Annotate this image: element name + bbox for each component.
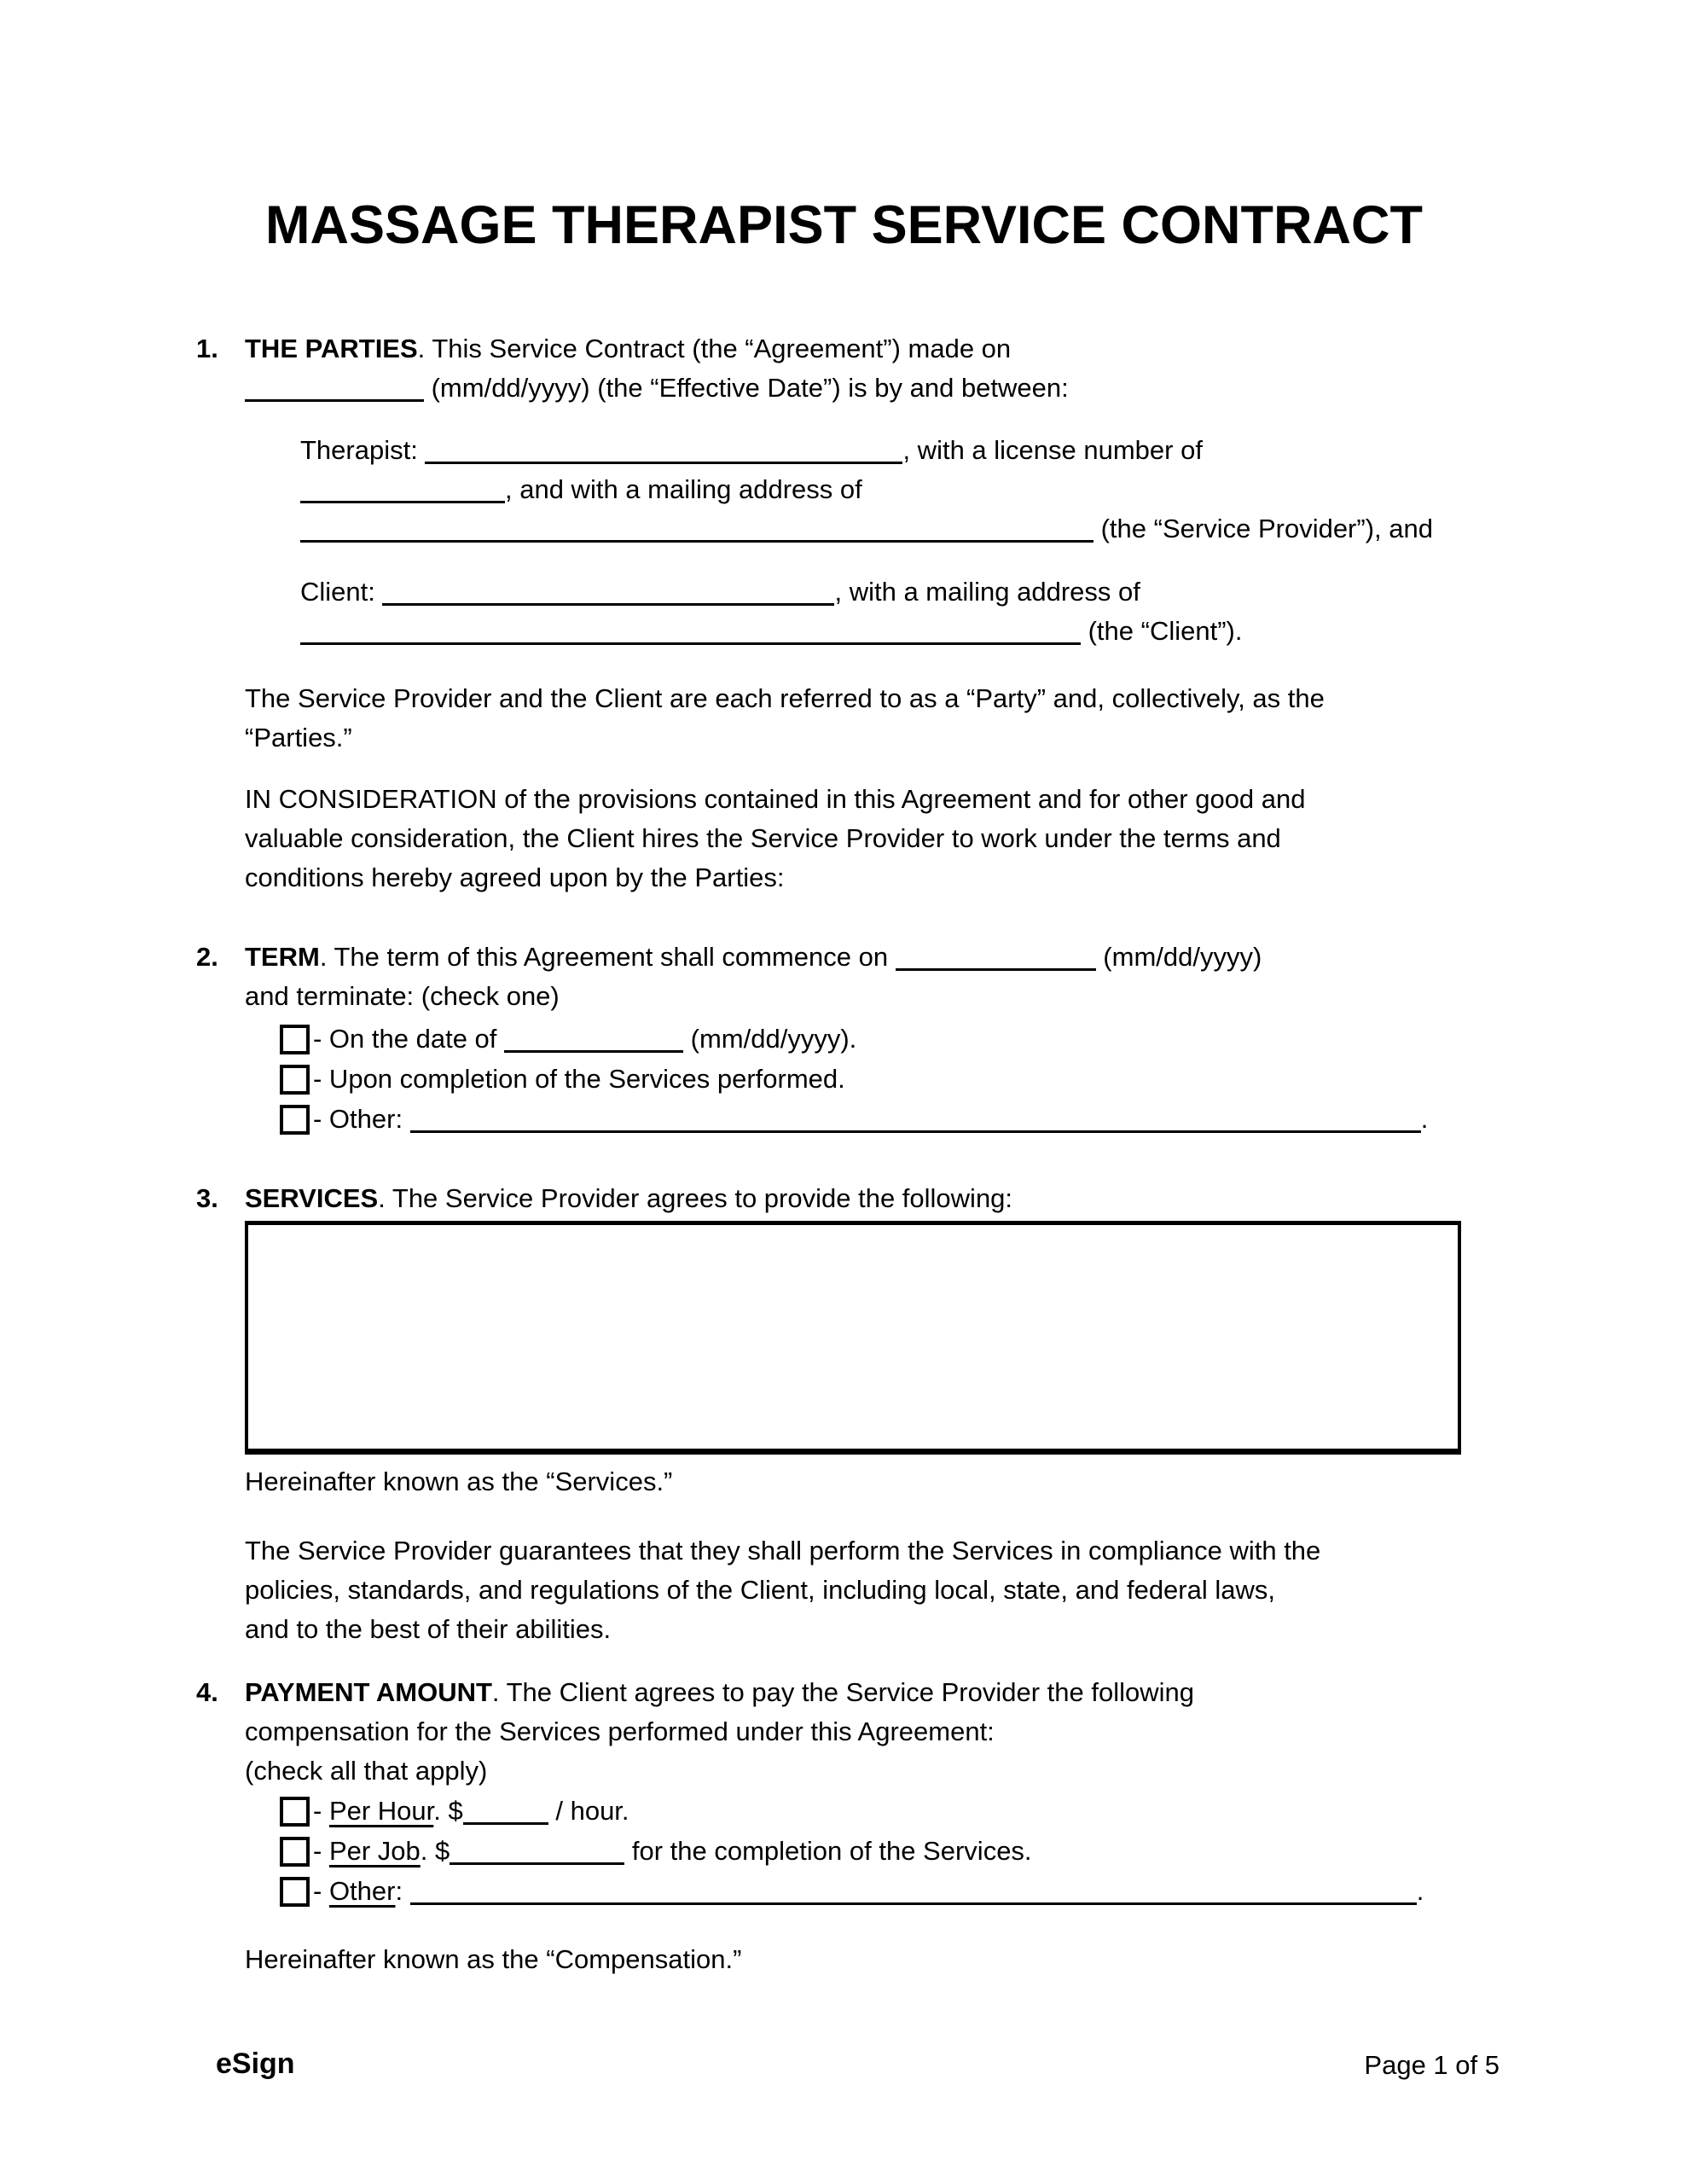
payment-line3: (check all that apply)	[245, 1756, 488, 1786]
effective-date-field[interactable]	[245, 374, 424, 402]
parties-intro-line2: (mm/dd/yyyy) (the “Effective Date”) is by and between:	[245, 369, 1461, 408]
commence-date-field[interactable]	[896, 943, 1096, 971]
parties-party-paragraph: The Service Provider and the Client are each referred to as a “Party” and, collectively, as the “Parties.”	[245, 683, 1325, 752]
pay-per-job-checkbox[interactable]	[280, 1837, 310, 1867]
therapist-label: Therapist:	[300, 435, 426, 465]
payment-other-field[interactable]	[410, 1877, 1417, 1905]
therapist-block: Therapist: , with a license number of , and with a mailing address of (the “Service Provider”), and	[300, 435, 1433, 543]
pay-other-checkbox[interactable]	[280, 1877, 310, 1907]
section-term	[196, 938, 1461, 1139]
pay-per-hour-checkbox[interactable]	[280, 1797, 310, 1827]
services-caption: Hereinafter known as the “Services.”	[245, 1467, 673, 1496]
payment-line2: compensation for the Services performed under this Agreement:	[245, 1716, 995, 1746]
term-option-date: - On the date of (mm/dd/yyyy).	[280, 1019, 1461, 1059]
section-heading: SERVICES	[245, 1183, 379, 1213]
therapist-name-field[interactable]	[425, 436, 902, 464]
services-textarea[interactable]	[245, 1221, 1461, 1455]
compensation-caption: Hereinafter known as the “Compensation.”	[245, 1944, 742, 1974]
term-line2: and terminate: (check one)	[245, 981, 560, 1011]
payment-line1: PAYMENT AMOUNT. The Client agrees to pay the Service Provider the following	[245, 1677, 1195, 1707]
client-label: Client:	[300, 577, 383, 607]
hourly-rate-field[interactable]	[463, 1797, 548, 1825]
term-other-checkbox[interactable]	[280, 1105, 310, 1135]
section-heading: TERM	[245, 942, 320, 972]
section-heading: PAYMENT AMOUNT	[245, 1677, 492, 1707]
end-date-field[interactable]	[504, 1025, 683, 1053]
term-option-completion: - Upon completion of the Services performed.	[280, 1059, 1461, 1099]
guarantee-paragraph: The Service Provider guarantees that they shall perform the Services in compliance with the policies, standards, and regulations of the Client, including local, state, and federal laws, and to the best of their abilities.	[245, 1536, 1321, 1644]
term-options	[245, 1019, 1461, 1139]
consideration-paragraph: IN CONSIDERATION of the provisions contained in this Agreement and for other good and valuable consideration, the Client hires the Service Provider to work under the terms and conditions hereby agreed upon by the Parties:	[245, 784, 1306, 892]
section-parties	[196, 329, 1461, 897]
section-payment	[196, 1673, 1461, 1979]
client-block: Client: , with a mailing address of (the “Client”).	[300, 577, 1243, 646]
license-number-field[interactable]	[300, 475, 505, 503]
payment-option-per-job: - Per Job. $ for the completion of the Services.	[280, 1831, 1461, 1871]
client-name-field[interactable]	[382, 578, 834, 606]
parties-intro-line1: THE PARTIES. This Service Contract (the “Agreement”) made on	[245, 334, 1012, 363]
therapist-address-field[interactable]	[300, 514, 1093, 543]
payment-option-per-hour: - Per Hour. $ / hour.	[280, 1791, 1461, 1831]
esign-logo: eSign	[216, 2048, 295, 2080]
term-date-checkbox[interactable]	[280, 1025, 310, 1054]
services-line1: SERVICES. The Service Provider agrees to provide the following:	[245, 1183, 1013, 1213]
section-services	[196, 1179, 1461, 1649]
page-number: Page 1 of 5	[1364, 2050, 1499, 2080]
section-number: 1.	[196, 334, 218, 363]
term-option-other: - Other: .	[280, 1099, 1461, 1139]
payment-options	[245, 1791, 1461, 1911]
payment-option-other: - Other: .	[280, 1871, 1461, 1911]
job-rate-field[interactable]	[450, 1837, 624, 1865]
page-title: MASSAGE THERAPIST SERVICE CONTRACT	[265, 195, 1423, 255]
term-other-field[interactable]	[410, 1105, 1421, 1133]
client-address-field[interactable]	[300, 617, 1081, 645]
section-number: 2.	[196, 942, 218, 972]
section-number: 3.	[196, 1183, 218, 1213]
term-completion-checkbox[interactable]	[280, 1065, 310, 1095]
section-number: 4.	[196, 1677, 218, 1707]
term-line1: TERM. The term of this Agreement shall commence on (mm/dd/yyyy)	[245, 942, 1262, 972]
section-heading: THE PARTIES	[245, 334, 418, 363]
